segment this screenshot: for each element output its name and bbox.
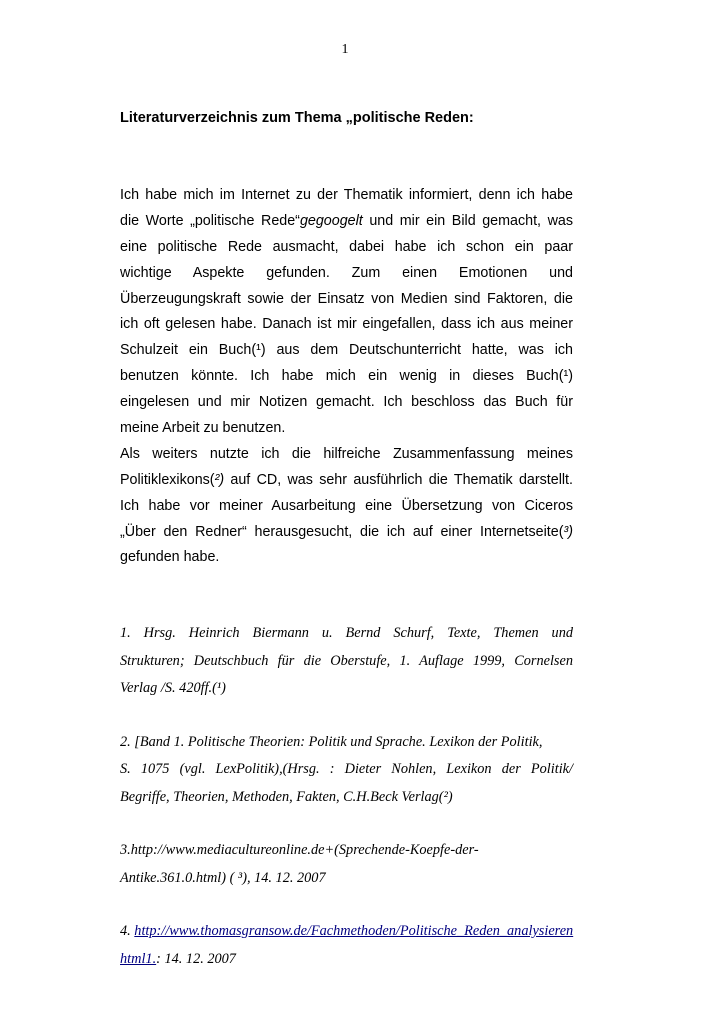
- body-line: Ich habe mich im Internet zu der Thematik informiert, denn ich habe: [120, 187, 573, 203]
- body-text-span: auf CD, was sehr ausführlich die Thematik darstellt.: [224, 471, 573, 488]
- page-number: 1: [341, 42, 349, 57]
- body-text-span: „Über den Redner“ herausgesucht, die ich auf einer Internetseite(: [120, 523, 564, 540]
- emphasis-text: gegoogelt: [299, 212, 363, 229]
- document-title: Literaturverzeichnis zum Thema „politische Reden:: [120, 110, 474, 126]
- reference-line: 2. [Band 1. Politische Theorien: Politik und Sprache. Lexikon der Politik,: [120, 733, 543, 750]
- body-line: [120, 468, 573, 494]
- body-line: Schulzeit ein Buch(¹) aus dem Deutschunterricht hatte, was ich: [120, 342, 573, 359]
- spacer: [120, 892, 573, 918]
- reference-line: S. 1075 (vgl. LexPolitik),(Hrsg. : Dieter Nohlen, Lexikon der Politik/: [120, 761, 573, 777]
- body-line: eine politische Rede ausmacht, dabei habe ich schon ein paar: [120, 238, 573, 255]
- reference-line: 1. Hrsg. Heinrich Biermann u. Bernd Schurf, Texte, Themen und: [120, 625, 573, 641]
- body-line: meine Arbeit zu benutzen.: [120, 420, 286, 437]
- reference-number: 4.: [120, 923, 135, 939]
- body-line: Überzeugungskraft sowie der Einsatz von Medien sind Faktoren, die: [120, 290, 573, 307]
- reference-line: [120, 918, 573, 946]
- body-line: [120, 520, 573, 546]
- body-text-span: die Worte „politische Rede“: [120, 212, 300, 229]
- body-text-span: Politiklexikons(: [120, 471, 215, 488]
- spacer: [120, 703, 573, 729]
- body-text-span: und mir ein Bild gemacht, was: [362, 212, 574, 229]
- reference-line: Antike.361.0.html) ( ³), 14. 12. 2007: [120, 869, 326, 886]
- reference-date: : 14. 12. 2007: [156, 950, 236, 967]
- reference-line: [120, 946, 573, 974]
- body-line: Als weiters nutzte ich die hilfreiche Zusammenfassung meines: [120, 445, 573, 462]
- reference-line: 3.http://www.mediacultureonline.de+(Sprechende-Koepfe-der-: [120, 842, 479, 858]
- body-line: Ich habe vor meiner Ausarbeitung eine Übersetzung von Ciceros: [120, 497, 573, 514]
- reference-link[interactable]: html1.: [120, 950, 157, 967]
- body-line: benutzen könnte. Ich habe mich ein wenig in dieses Buch(¹): [120, 368, 573, 385]
- reference-line: Strukturen; Deutschbuch für die Oberstufe, 1. Auflage 1999, Cornelsen: [120, 652, 573, 669]
- footnote-marker: ²): [214, 471, 225, 488]
- reference-line: Verlag /S. 420ff.(¹): [120, 680, 226, 696]
- footnote-marker: ³): [563, 523, 573, 540]
- body-line: ich oft gelesen habe. Danach ist mir eingefallen, dass ich aus meiner: [120, 316, 573, 333]
- body-paragraph: [120, 183, 573, 571]
- reference-link[interactable]: http://www.thomasgransow.de/Fachmethoden/Politische_Reden_analysieren: [134, 923, 574, 939]
- body-line: [120, 209, 573, 235]
- spacer: [120, 811, 573, 837]
- body-line: wichtige Aspekte gefunden. Zum einen Emotionen und: [120, 264, 573, 281]
- body-line: eingelesen und mir Notizen gemacht. Ich beschloss das Buch für: [120, 394, 573, 411]
- body-line: gefunden habe.: [120, 549, 220, 566]
- reference-line: Begriffe, Theorien, Methoden, Fakten, C.H.Beck Verlag(²): [120, 788, 453, 805]
- reference-list: [120, 620, 573, 973]
